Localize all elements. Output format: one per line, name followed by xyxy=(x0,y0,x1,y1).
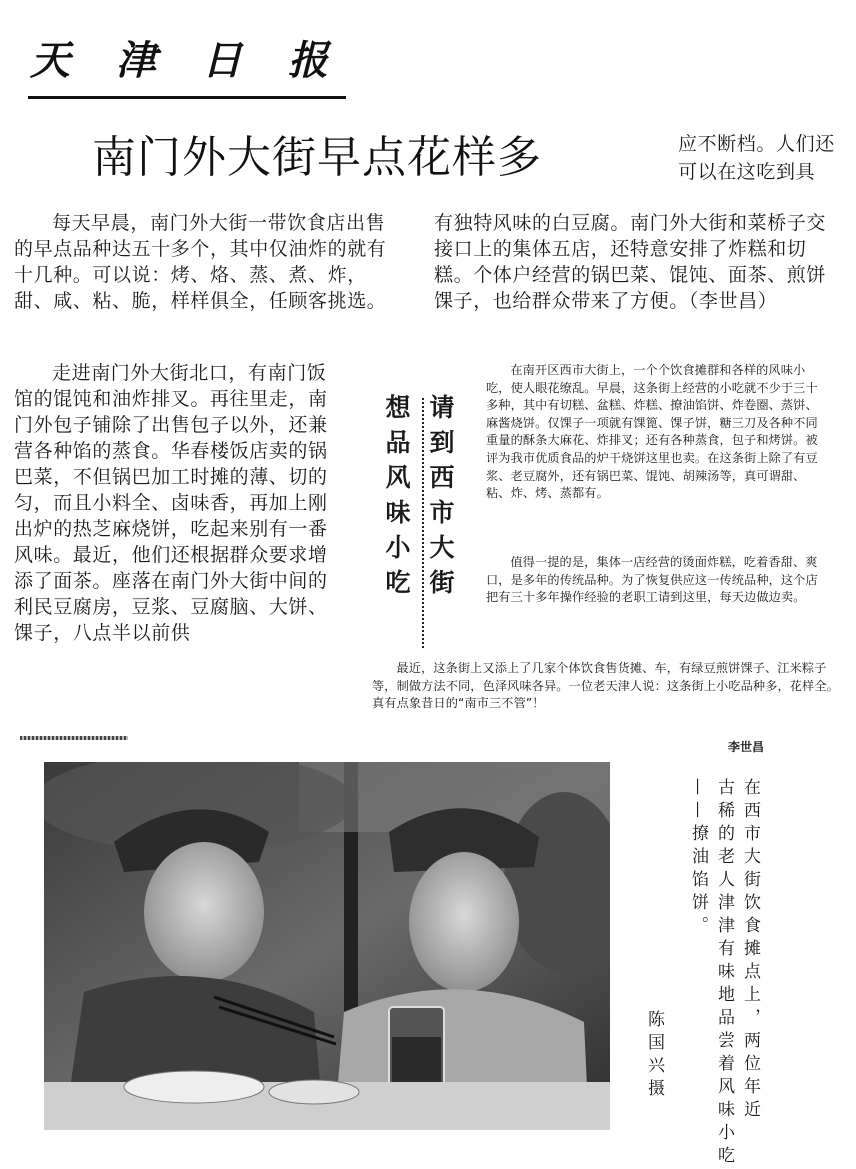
feature-paragraph: 值得一提的是，集体一店经营的烫面炸糕，吃着香甜、爽口，是多年的传统品种。为了恢复供应这一传统品种，这个店把有三十多年操作经验的老职工请到这里，每天边做边卖。 xyxy=(486,555,818,605)
news-photo xyxy=(44,762,610,1130)
feature-title-line: 想品风味小吃 xyxy=(382,394,411,604)
article-text: 应不断档。人们还可以在这吃到具 xyxy=(678,133,835,183)
photo-two-elderly-men-eating xyxy=(44,762,610,1130)
feature-title xyxy=(380,394,480,674)
feature-article xyxy=(356,350,856,760)
scan-artifact xyxy=(20,736,128,740)
article-paragraph: 每天早晨，南门外大街一带饮食店出售的早点品种达五十多个，其中仅油炸的就有十几种。可以说：烤、烙、蒸、煮、炸，甜、咸、粘、脆，样样俱全，任顾客挑选。 xyxy=(14,212,387,312)
article-column-lower xyxy=(14,360,340,646)
caption-line: 古稀的老人津津有味地品尝着风味小吃 xyxy=(714,778,734,1169)
article-paragraph: 走进南门外大街北口，有南门饭馆的馄饨和油炸排叉。再往里走，南门外包子铺除了出售包子以外，还兼营各种馅的蒸食。华春楼饭店卖的锅巴菜，不但锅巴加工时摊的薄、切的匀，而且小料全、卤味香，再加上刚出炉的热芝麻烧饼，吃起来别有一番风味。最近，他们还根据群众要求增添了面茶。座落在南门外大街中间的利民豆腐房，豆浆、豆腐脑、大饼、馃子，八点半以前供 xyxy=(14,362,328,644)
article-column-2 xyxy=(434,210,839,314)
feature-paragraph: 在南开区西市大街上，一个个饮食摊群和各样的风味小吃，使人眼花缭乱。早晨，这条街上经营的小吃就不少于三十多种，其中有切糕、盆糕、炸糕、撩油馅饼、炸卷圈、蒸饼、麻酱烧饼。仅馃子一项就有馃篦、馃子饼，糖三刀及各种不同重量的酥条大麻花、炸排叉；还有各种蒸食，包子和烤饼。被评为我市优质食品的炉干烧饼这里也卖。在这条街上除了有豆浆、老豆腐外，还有锅巴菜、馄饨、胡辣汤等，真可谓甜、粘、炸、烤、蒸都有。 xyxy=(486,363,818,501)
caption-line: 在西市大街饮食摊点上，两位年近 xyxy=(740,778,760,1123)
feature-divider xyxy=(422,398,424,648)
feature-title-line: 请到西市大街 xyxy=(426,394,455,604)
article-headline: 南门外大街早点花样多 xyxy=(92,132,542,183)
newspaper-masthead: 天津日报 xyxy=(30,37,374,84)
feature-byline: 李世昌 xyxy=(728,740,765,754)
article-column-1 xyxy=(14,210,392,314)
photo-credit: 陈国兴摄 xyxy=(644,1010,664,1102)
feature-paragraph: 最近，这条街上又添上了几家个体饮食售货摊、车，有绿豆煎饼馃子、江米粽子等，制做方法不同，色泽风味各异。一位老天津人说：这条街上小吃品种多，花样全。真有点象昔日的“南市三不管”！ xyxy=(372,661,839,711)
article-continuation-top xyxy=(678,130,838,186)
masthead-rule xyxy=(28,96,346,99)
photo-caption-lines xyxy=(682,778,762,1169)
photo-caption xyxy=(682,778,762,1169)
article-paragraph: 有独特风味的白豆腐。南门外大街和菜桥子交接口上的集体五店，还特意安排了炸糕和切糕。个体户经营的锅巴菜、馄饨、面茶、煎饼馃子，也给群众带来了方便。（李世昌） xyxy=(434,212,827,312)
caption-line: ——撩油馅饼。 xyxy=(688,778,708,939)
